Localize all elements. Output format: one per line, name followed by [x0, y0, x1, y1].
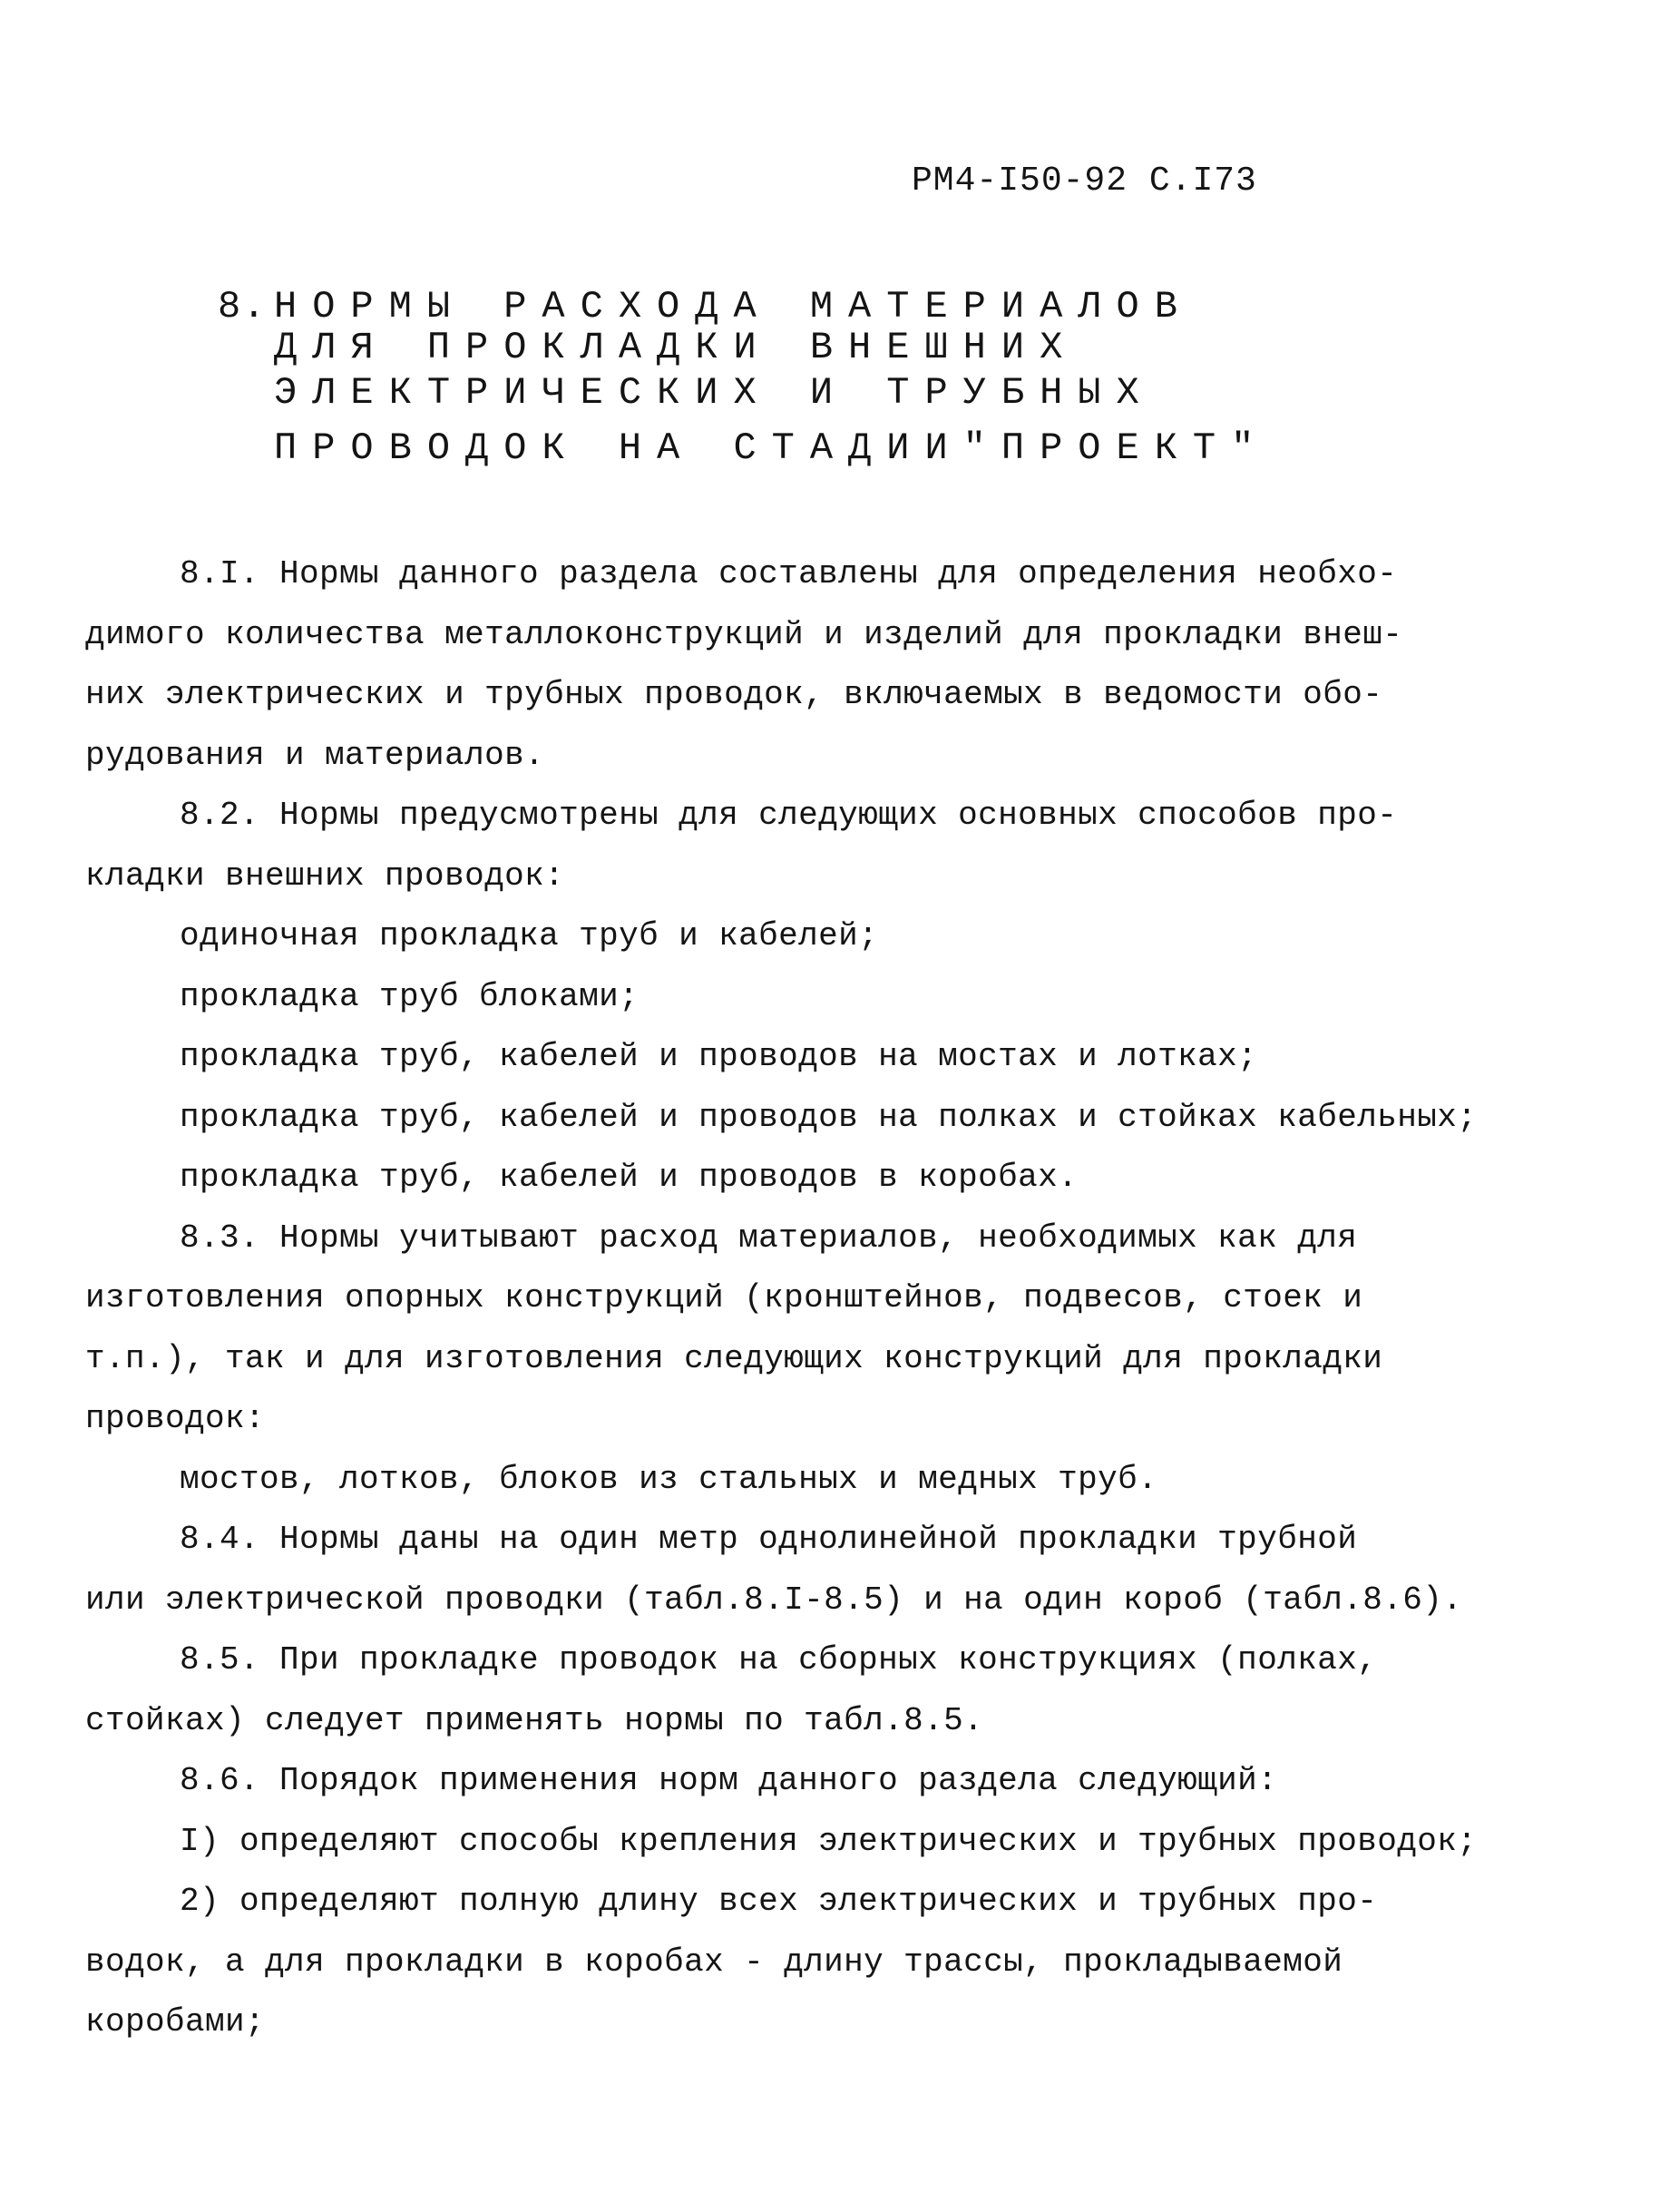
numbered-item-continuation: водок, а для прокладки в коробах - длину трассы, прокладываемой	[85, 1943, 1343, 1981]
paragraph-8-3-line: 8.3. Нормы учитывают расход материалов, необходимых как для	[180, 1219, 1358, 1257]
paragraph-8-4-line: 8.4. Нормы даны на один метр однолинейной прокладки трубной	[180, 1521, 1358, 1558]
section-number: 8.	[218, 285, 268, 328]
heading-line-4: ПРОВОДОК НА СТАДИИ"ПРОЕКТ"	[274, 426, 1270, 470]
paragraph-8-1-line: рудования и материалов.	[85, 736, 545, 774]
paragraph-8-2-line: 8.2. Нормы предусмотрены для следующих основных способов про-	[180, 797, 1398, 834]
paragraph-8-4-line: или электрической проводки (табл.8.I-8.5) и на один короб (табл.8.6).	[85, 1581, 1463, 1619]
document-code: РМ4-I50-92 С.I73	[912, 161, 1257, 201]
list-item: одиночная прокладка труб и кабелей;	[180, 917, 879, 954]
paragraph-8-5-line: 8.5. При прокладке проводок на сборных конструкциях (полках,	[180, 1641, 1378, 1679]
paragraph-8-1-line: 8.I. Нормы данного раздела составлены для определения необхо-	[180, 555, 1398, 592]
paragraph-8-1-line: них электрических и трубных проводок, включаемых в ведомости обо-	[85, 676, 1383, 713]
body-text	[85, 544, 1627, 2053]
paragraph-8-3-line: проводок:	[85, 1400, 266, 1437]
list-item: прокладка труб, кабелей и проводов на мостах и лотках;	[180, 1038, 1258, 1075]
paragraph-8-3-line: изготовления опорных конструкций (кронштейнов, подвесов, стоек и	[85, 1279, 1363, 1316]
numbered-item-continuation: коробами;	[85, 2003, 266, 2041]
section-heading	[218, 283, 1488, 472]
paragraph-8-2-line: кладки внешних проводок:	[85, 856, 565, 895]
list-item: прокладка труб блоками;	[180, 977, 640, 1015]
paragraph-8-6-line: 8.6. Порядок применения норм данного раздела следующий:	[180, 1762, 1278, 1799]
paragraph-8-1-line: димого количества металлоконструкций и изделий для прокладки внеш-	[85, 615, 1403, 653]
paragraph-8-5-line: стойках) следует применять нормы по табл.8.5.	[85, 1701, 984, 1739]
numbered-item: I) определяют способы крепления электрических и трубных проводок;	[180, 1822, 1478, 1860]
paragraph-8-3-line: т.п.), так и для изготовления следующих конструкций для прокладки	[85, 1339, 1383, 1377]
numbered-item: 2) определяют полную длину всех электрических и трубных про-	[180, 1883, 1378, 1920]
heading-line-3: ЭЛЕКТРИЧЕСКИХ И ТРУБНЫХ	[274, 371, 1155, 415]
heading-line-2: ДЛЯ ПРОКЛАДКИ ВНЕШНИХ	[274, 326, 1079, 369]
list-item: мостов, лотков, блоков из стальных и медных труб.	[180, 1460, 1158, 1498]
heading-line-1	[218, 283, 1488, 330]
list-item: прокладка труб, кабелей и проводов на полках и стойках кабельных;	[180, 1098, 1478, 1136]
list-item: прокладка труб, кабелей и проводов в коробах.	[180, 1159, 1079, 1196]
heading-text: НОРМЫ РАСХОДА МАТЕРИАЛОВ	[274, 285, 1193, 328]
